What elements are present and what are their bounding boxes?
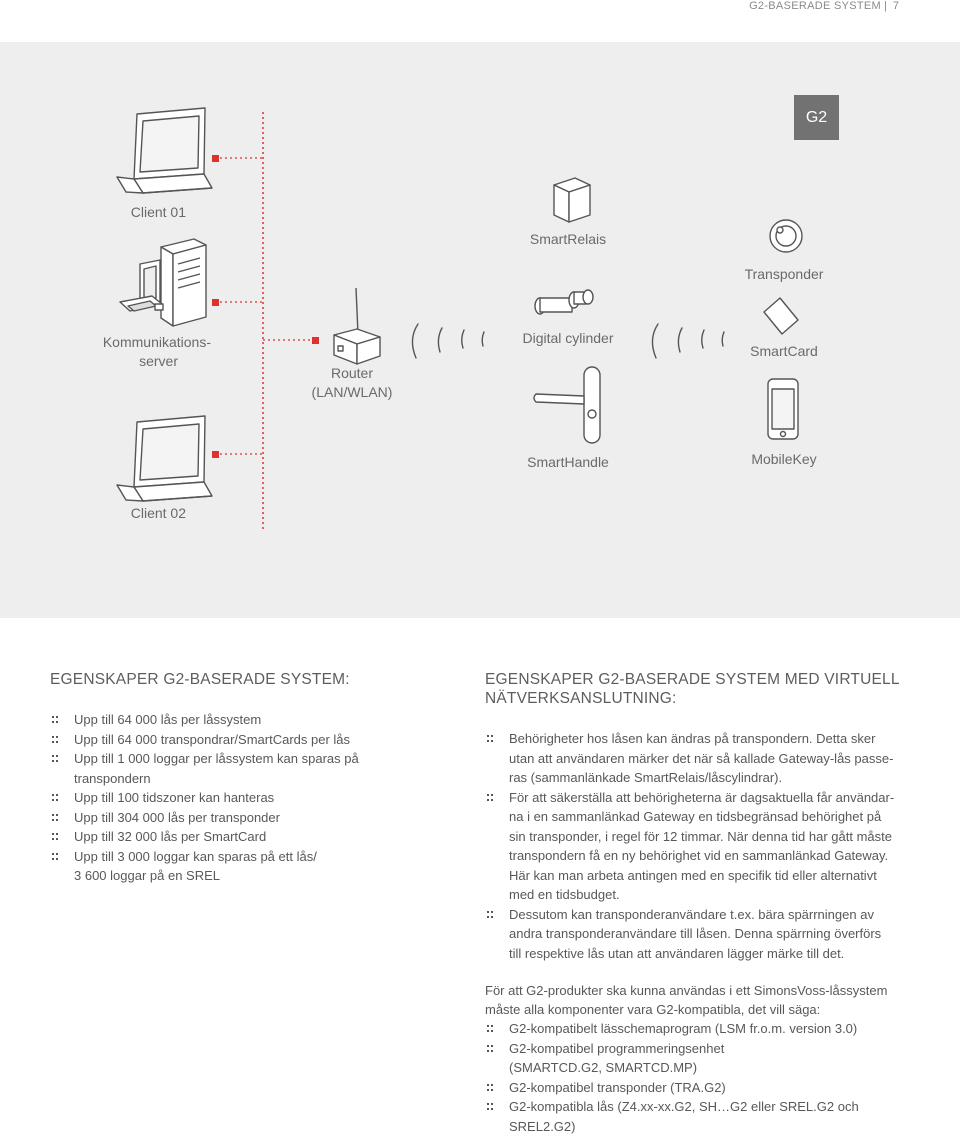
mobilekey-label: MobileKey [730, 451, 838, 467]
bullet-icon [52, 716, 58, 724]
server-label-line1: Kommunikations- [96, 334, 211, 350]
server-port [212, 299, 219, 306]
list-item-continuation: (SMARTCD.G2, SMARTCD.MP) [485, 1058, 925, 1078]
list-item-continuation: ras (sammanlänkade SmartRelais/låscylindrar). [485, 768, 925, 788]
bullet-icon [487, 1025, 493, 1033]
list-item: G2-kompatibel programmeringsenhet [485, 1039, 925, 1059]
router-port [312, 337, 319, 344]
server-label-line2: server [96, 353, 178, 369]
list-item-continuation: transpondern [50, 769, 450, 789]
bullet-icon [487, 794, 493, 802]
list-item: G2-kompatibelt lässchemaprogram (LSM fr.o.m. version 3.0) [485, 1019, 925, 1039]
bullet-icon [52, 736, 58, 744]
list-item: Upp till 1 000 loggar per låssystem kan sparas på [50, 749, 450, 769]
requirements-list [485, 1019, 925, 1136]
right-heading-line1: EGENSKAPER G2-BASERADE SYSTEM MED VIRTUELL [485, 671, 900, 689]
smartcard-label: SmartCard [730, 343, 838, 359]
smarthandle-label: SmartHandle [510, 454, 626, 470]
list-item-continuation: Här kan man arbeta antingen med en specifik tid eller alternativt [485, 866, 925, 886]
smartcard-icon [764, 298, 798, 334]
list-item-continuation: med en tidsbudget. [485, 885, 925, 905]
wireless-signal-left [412, 324, 484, 358]
list-item: G2-kompatibla lås (Z4.xx-xx.G2, SH…G2 eller SREL.G2 och [485, 1097, 925, 1117]
bullet-icon [52, 833, 58, 841]
router-label-line2: (LAN/WLAN) [300, 384, 404, 400]
bullet-icon [487, 735, 493, 743]
client02-label: Client 02 [118, 505, 186, 521]
mobilekey-icon [768, 379, 798, 439]
router-label-line1: Router [300, 365, 404, 381]
page-number: 7 [893, 0, 899, 12]
list-item: Upp till 64 000 transpondrar/SmartCards per lås [50, 730, 450, 750]
laptop-icon-client02 [117, 416, 212, 501]
bullet-icon [52, 853, 58, 861]
list-item: Upp till 3 000 loggar kan sparas på ett lås/ [50, 847, 450, 867]
list-item: Dessutom kan transponderanvändare t.ex. bära spärrningen av [485, 905, 925, 925]
router-icon [334, 288, 380, 364]
smartrelais-label: SmartRelais [510, 231, 626, 247]
bullet-icon [52, 814, 58, 822]
client01-port [212, 155, 219, 162]
header-section-title: G2-BASERADE SYSTEM [749, 0, 881, 12]
list-item-continuation: transpondern få en ny behörighet vid en sammanlänkad Gateway. [485, 846, 925, 866]
bullet-icon [487, 1103, 493, 1111]
list-item: För att säkerställa att behörigheterna är dagsaktuella får användar- [485, 788, 925, 808]
requirements-intro-line1: För att G2-produkter ska kunna användas i ett SimonsVoss-låssystem [485, 981, 887, 1001]
client01-label: Client 01 [118, 204, 186, 220]
list-item-continuation: till respektive lås utan att användaren lägger märke till det. [485, 944, 925, 964]
g2-badge: G2 [794, 95, 839, 140]
left-heading: EGENSKAPER G2-BASERADE SYSTEM: [50, 671, 350, 689]
right-feature-list [485, 729, 925, 963]
digital-cylinder-icon [535, 290, 593, 314]
transponder-label: Transponder [730, 266, 838, 282]
bullet-icon [487, 1045, 493, 1053]
list-item: Upp till 304 000 lås per transponder [50, 808, 450, 828]
bullet-icon [52, 794, 58, 802]
header-separator: | [884, 0, 887, 12]
right-heading-line2: NÄTVERKSANSLUTNING: [485, 690, 677, 708]
list-item-continuation: andra transponderanvändare till låsen. Denna spärrning överförs [485, 924, 925, 944]
list-item-continuation: SREL2.G2) [485, 1117, 925, 1136]
server-icon [120, 239, 206, 326]
requirements-intro-line2: måste alla komponenter vara G2-kompatibla, det vill säga: [485, 1000, 820, 1020]
left-feature-list [50, 710, 450, 886]
list-item-continuation: 3 600 loggar på en SREL [50, 866, 450, 886]
list-item-continuation: na i en sammanlänkad Gateway en tidsbegränsad behörighet på [485, 807, 925, 827]
client02-port [212, 451, 219, 458]
bullet-icon [487, 1084, 493, 1092]
transponder-icon [770, 220, 802, 252]
bullet-icon [52, 755, 58, 763]
list-item-continuation: utan att användaren märker det när så kallade Gateway-lås passe- [485, 749, 925, 769]
smarthandle-icon [534, 367, 600, 443]
bullet-icon [487, 911, 493, 919]
laptop-icon-client01 [117, 108, 212, 193]
list-item-continuation: sin transponder, i regel för 12 timmar. När denna tid har gått måste [485, 827, 925, 847]
system-diagram [0, 42, 960, 618]
list-item: Upp till 32 000 lås per SmartCard [50, 827, 450, 847]
list-item: Behörigheter hos låsen kan ändras på transpondern. Detta sker [485, 729, 925, 749]
list-item: Upp till 100 tidszoner kan hanteras [50, 788, 450, 808]
list-item: G2-kompatibel transponder (TRA.G2) [485, 1078, 925, 1098]
list-item: Upp till 64 000 lås per låssystem [50, 710, 450, 730]
smartrelais-icon [554, 178, 590, 222]
digital-cylinder-label: Digital cylinder [505, 330, 631, 346]
wireless-signal-right [652, 324, 724, 358]
